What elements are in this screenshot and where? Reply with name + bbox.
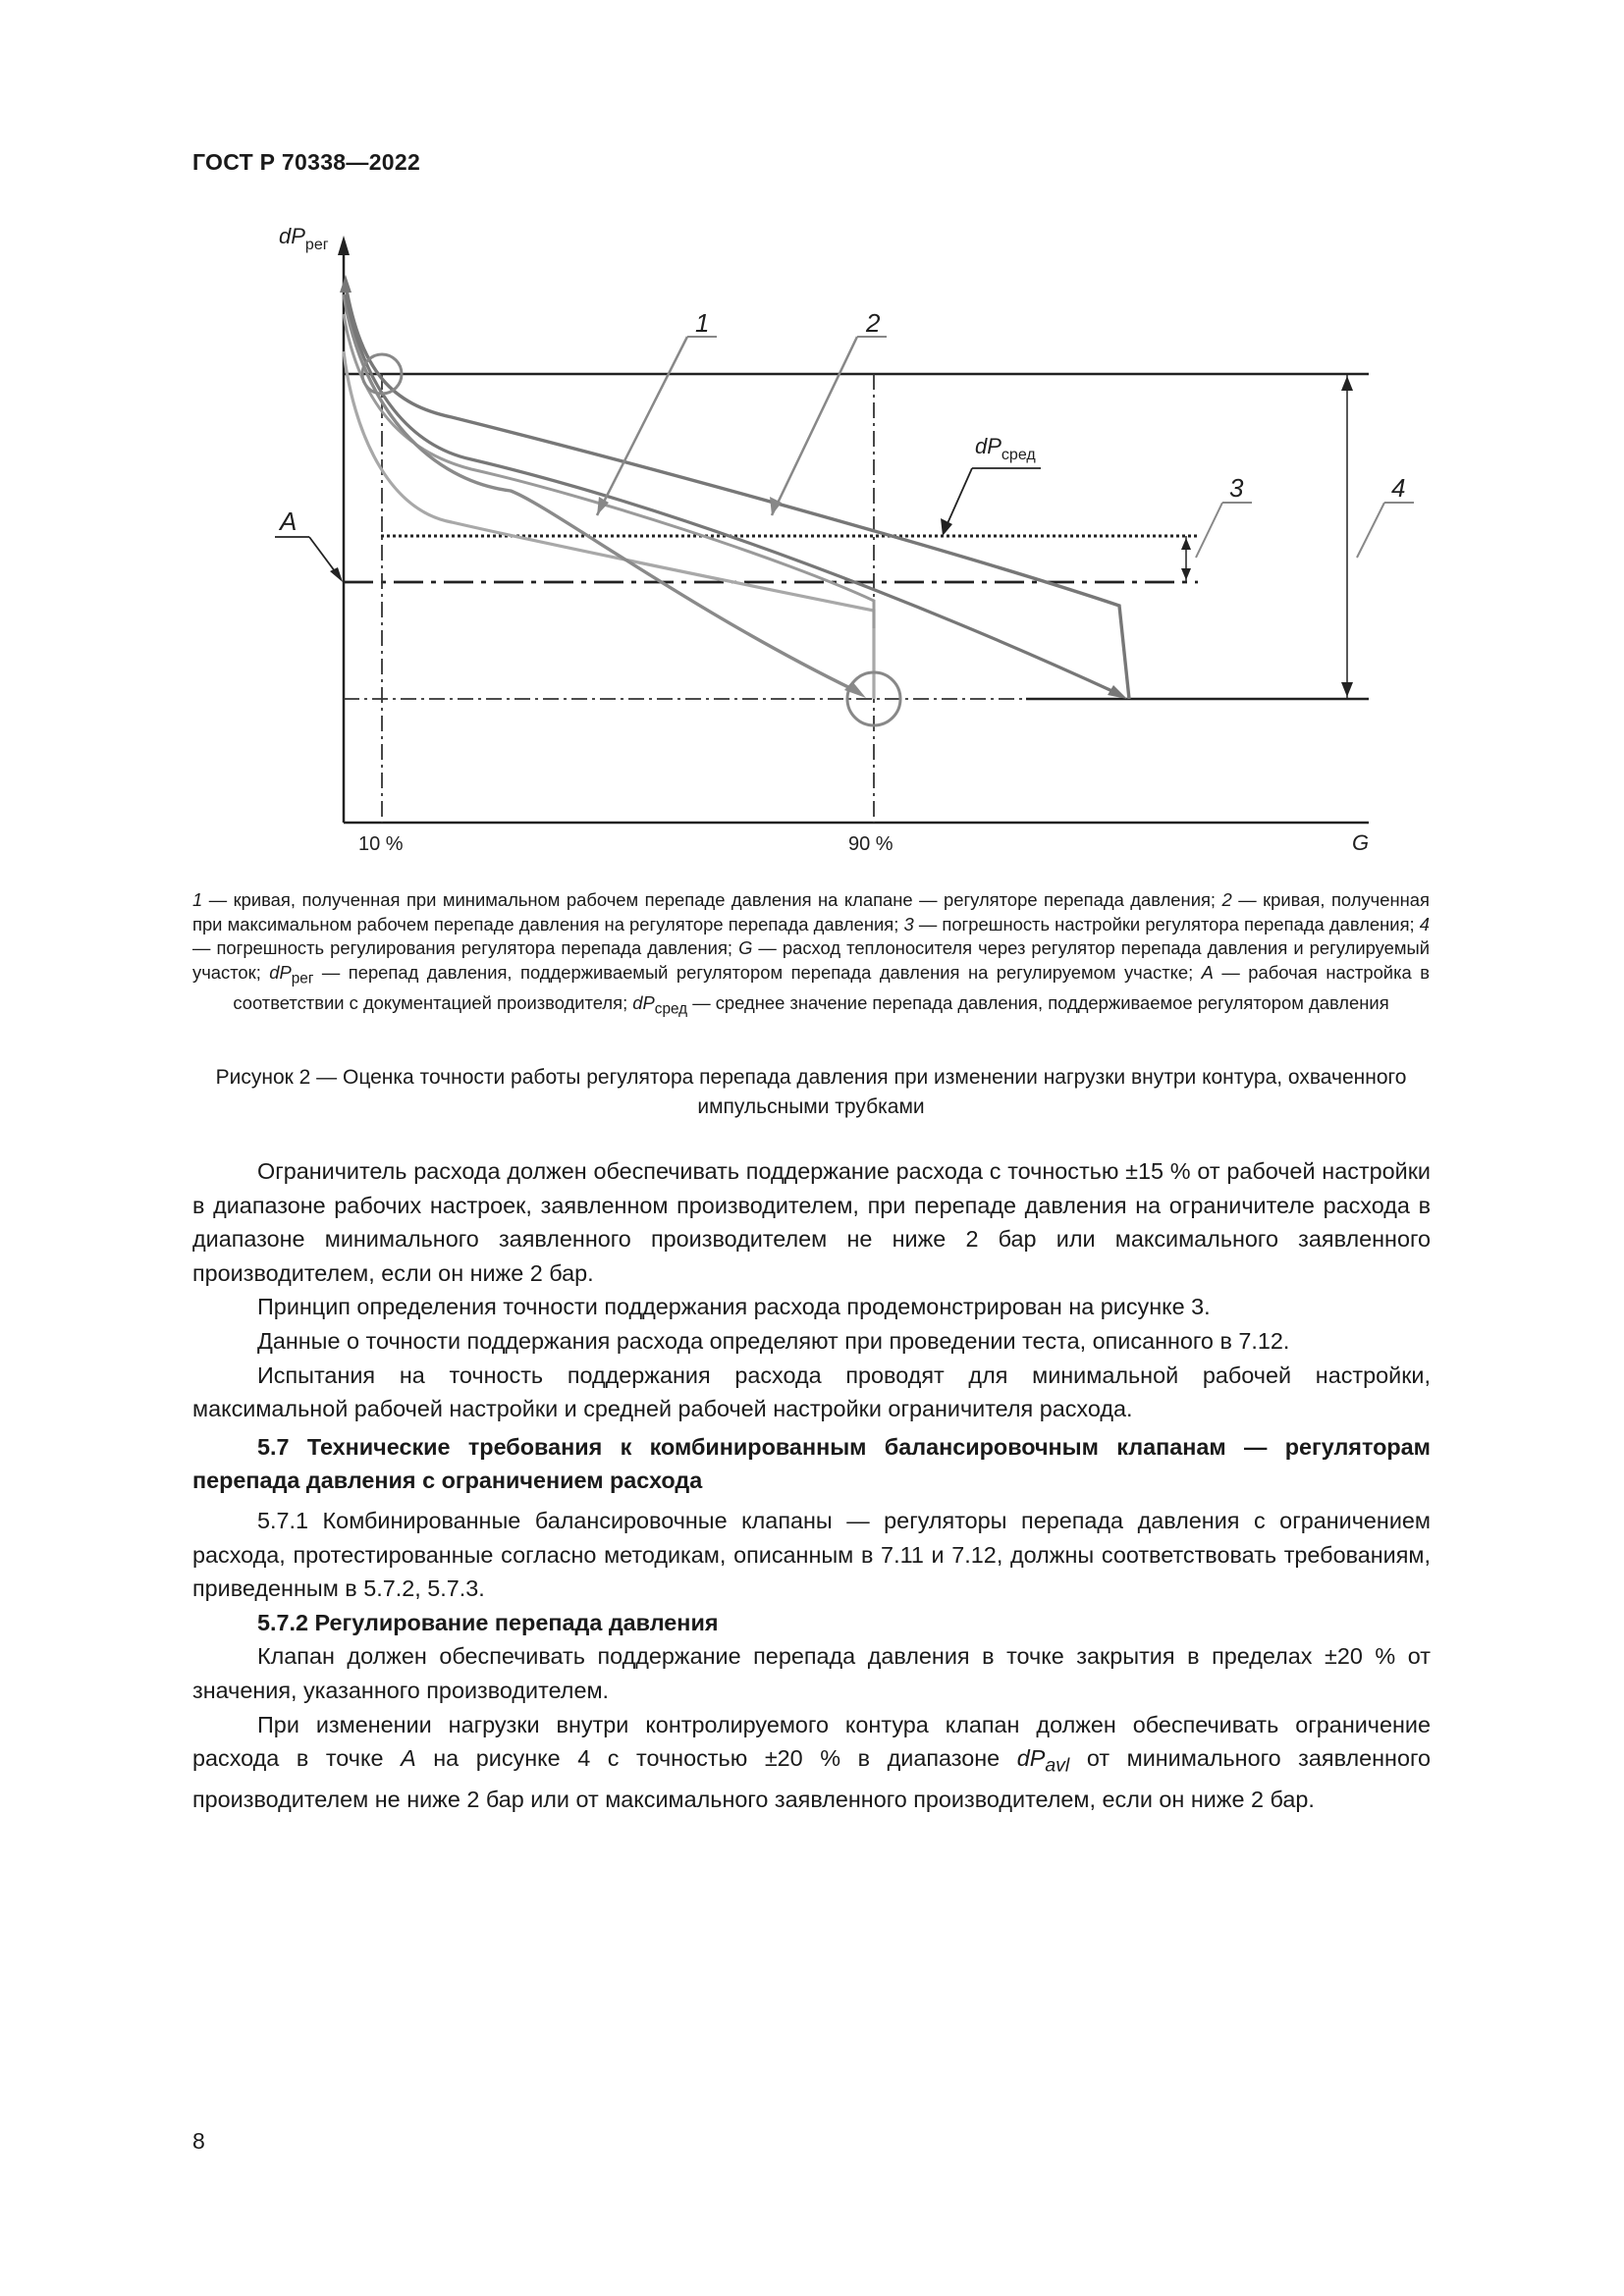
label-3: 3 <box>1229 473 1244 503</box>
paragraph: 5.7.1 Комбинированные балансировочные клапаны — регуляторы перепада давления с ограничением расхода, протестированные согласно методикам, описанным в 7.11 и 7.12, должны соответствовать требованиям, приведенным в 5.7.2, 5.7.3. <box>192 1507 1431 1602</box>
y-axis-arrow <box>338 236 350 255</box>
leader-4 <box>1357 503 1384 558</box>
leader-2 <box>772 337 857 515</box>
figure-legend: 1 — кривая, полученная при минимальном рабочем перепаде давления на клапане — регуляторе перепада давления; 2 — кривая, полученная при максимальном рабочем перепаде давления на регуляторе перепада давления; 3 — погрешность настройки регулятора перепада давления; 4 — погрешность регулирования регулятора перепада давления; G — расход теплоносителя через регулятор перепада давления и регулируемый участок; $dP_{рег}$ — перепад давления, поддерживаемый регулятором перепада давления на регулируемом участке; A — рабочая настройка в соответствии с документацией производителя; $dP_{сред}$ — среднее значение перепада давления, поддерживаемое регулятором давления <box>192 889 1431 1018</box>
section-heading-5-7: 5.7 Технические требования к комбинированным балансировочным клапанам — регуляторам перепада давления с ограничением расхода <box>192 1433 1431 1494</box>
label-1: 1 <box>695 308 710 338</box>
paragraph: Принцип определения точности поддержания расхода продемонстрирован на рисунке 3. <box>257 1294 1211 1320</box>
dp-sred-leader-diag <box>945 468 972 530</box>
leader-3 <box>1196 503 1222 558</box>
curve-1 <box>344 294 852 689</box>
leader-1 <box>597 337 687 515</box>
paragraph: При изменении нагрузки внутри контролируемого контура клапан должен обеспечивать ограничение расхода в точке А на рисунке 4 с точностью ±20 % в диапазоне $dP_{avl}$ от минимального заявленного производителем не ниже 2 бар или от максимального заявленного производителем, если он ниже 2 бар. <box>192 1711 1432 1813</box>
figure-caption: Рисунок 2 — Оценка точности работы регулятора перепада давления при изменении нагрузки внутри контура, охваченного импульсными трубками <box>215 1066 1407 1118</box>
paragraph: Клапан должен обеспечивать поддержание перепада давления в точке закрытия в пределах ±20 % от значения, указанного производителем. <box>192 1643 1431 1703</box>
document-header: ГОСТ Р 70338—2022 <box>192 149 421 175</box>
x-tick-90: 90 % <box>848 833 893 855</box>
curve-2 <box>346 285 1129 699</box>
curve-inner-a <box>344 351 874 699</box>
y-axis-label: $dP_{рег}$ <box>279 224 329 253</box>
x-tick-10: 10 % <box>358 833 404 855</box>
label-A: A <box>280 507 298 536</box>
curve-3 <box>346 294 1114 692</box>
dp-sred-arrow <box>941 518 952 536</box>
label-2: 2 <box>866 308 881 338</box>
x-axis-label: G <box>1352 830 1370 855</box>
paragraph: Ограничитель расхода должен обеспечивать поддержание расхода с точностью ±15 % от рабочей настройки в диапазоне рабочих настроек, заявленном производителем, при перепаде давления на ограничителе расхода в диапазоне минимального заявленного производителем не ниже 2 бар или максимального заявленного производителем, если он ниже 2 бар. <box>192 1158 1431 1286</box>
figure-2-diagram <box>0 0 1624 864</box>
paragraph: Испытания на точность поддержания расхода проводят для минимальной рабочей настройки, максимальной рабочей настройки и средней рабочей настройки ограничителя расхода. <box>192 1362 1431 1422</box>
section-heading-5-7-2: 5.7.2 Регулирование перепада давления <box>257 1609 719 1635</box>
page-number: 8 <box>192 2128 205 2154</box>
curve-3-arrow <box>1108 685 1127 699</box>
paragraph: Данные о точности поддержания расхода определяют при проведении теста, описанного в 7.12. <box>257 1327 1290 1354</box>
body-text <box>192 1154 1431 1817</box>
curve-top-arrow <box>340 275 352 293</box>
dp-sred-label: $dP_{сред}$ <box>975 434 1036 463</box>
label-4: 4 <box>1391 473 1406 503</box>
